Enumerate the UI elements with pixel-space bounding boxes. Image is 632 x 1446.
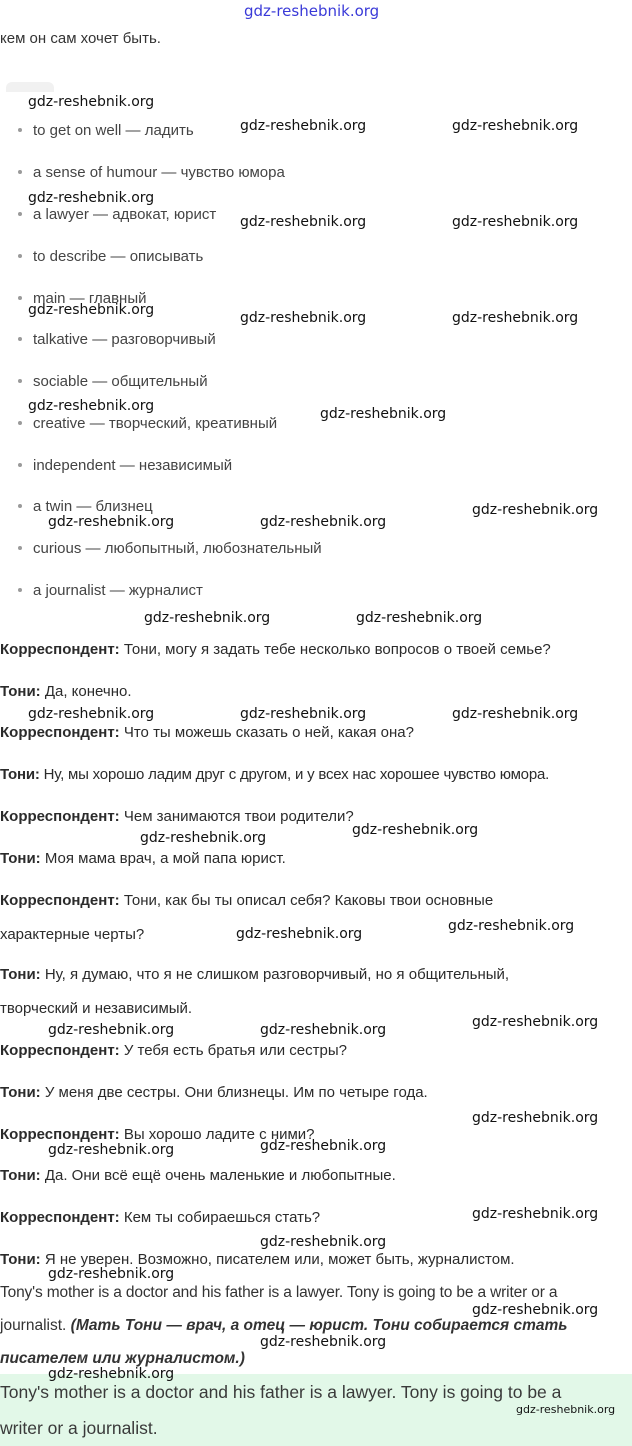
speaker-label: Корреспондент: <box>0 724 120 741</box>
bullet-icon <box>18 212 22 216</box>
speaker-label: Тони: <box>0 850 41 867</box>
vocab-item: main — главный <box>18 290 147 307</box>
speaker-label: Тони: <box>0 966 41 983</box>
watermark: gdz-reshebnik.org <box>28 398 155 414</box>
translation: писателем или журналистом.) <box>0 1350 245 1367</box>
speaker-label: Корреспондент: <box>0 641 120 658</box>
watermark: gdz-reshebnik.org <box>260 1138 387 1154</box>
dialogue-line: Корреспондент: У тебя есть братья или сестры? <box>0 1042 347 1059</box>
watermark: gdz-reshebnik.org <box>356 610 483 626</box>
bullet-icon <box>18 379 22 383</box>
answer-line: writer or a journalist. <box>0 1418 158 1438</box>
watermark: gdz-reshebnik.org <box>452 214 579 230</box>
watermark: gdz-reshebnik.org <box>140 830 267 846</box>
speaker-label: Корреспондент: <box>0 1209 120 1226</box>
bullet-icon <box>18 546 22 550</box>
watermark: gdz-reshebnik.org <box>240 310 367 326</box>
watermark: gdz-reshebnik.org <box>28 190 155 206</box>
vocab-item: a twin — близнец <box>18 498 153 515</box>
dialogue-line: Корреспондент: Вы хорошо ладите с ними? <box>0 1126 315 1143</box>
watermark: gdz-reshebnik.org <box>452 706 579 722</box>
speaker-label: Корреспондент: <box>0 1126 120 1143</box>
dialogue-line: Тони: Моя мама врач, а мой папа юрист. <box>0 850 286 867</box>
watermark: gdz-reshebnik.org <box>240 118 367 134</box>
dialogue-line: Корреспондент: Тони, могу я задать тебе несколько вопросов о твоей семье? <box>0 641 551 658</box>
dialogue-line: Тони: У меня две сестры. Они близнецы. Им по четыре года. <box>0 1084 428 1101</box>
dialogue-line: Корреспондент: Кем ты собираешься стать? <box>0 1209 321 1226</box>
dialogue-line: Корреспондент: Тони, как бы ты описал себя? Каковы твои основные <box>0 892 494 909</box>
dialogue-line: Тони: Ну, мы хорошо ладим друг с другом, и у всех нас хорошее чувство юмора. <box>0 766 550 783</box>
bullet-icon <box>18 588 22 592</box>
watermark: gdz-reshebnik.org <box>48 1366 175 1382</box>
speaker-label: Тони: <box>0 1084 41 1101</box>
watermark: gdz-reshebnik.org <box>260 1334 387 1350</box>
bullet-icon <box>18 421 22 425</box>
speaker-label: Тони: <box>0 766 40 783</box>
speaker-label: Корреспондент: <box>0 1042 120 1059</box>
dialogue-line: Тони: Да. Они всё ещё очень маленькие и любопытные. <box>0 1167 396 1184</box>
watermark: gdz-reshebnik.org <box>240 706 367 722</box>
dialogue-line: Корреспондент: Чем занимаются твои родители? <box>0 808 354 825</box>
watermark: gdz-reshebnik.org <box>48 1266 175 1282</box>
watermark: gdz-reshebnik.org <box>472 502 599 518</box>
vocab-item: sociable — общительный <box>18 373 208 390</box>
watermark: gdz-reshebnik.org <box>144 610 271 626</box>
bullet-icon <box>18 170 22 174</box>
vocab-item: a sense of humour — чувство юмора <box>18 164 285 181</box>
dialogue-line: Корреспондент: Что ты можешь сказать о ней, какая она? <box>0 724 414 741</box>
vocab-item: talkative — разговорчивый <box>18 331 216 348</box>
speaker-label: Тони: <box>0 683 41 700</box>
translation: (Мать Тони — врач, а отец — юрист. Тони собирается стать <box>70 1317 568 1334</box>
summary-line: journalist. (Мать Тони — врач, а отец — юрист. Тони собирается стать <box>0 1317 568 1334</box>
watermark: gdz-reshebnik.org <box>48 1022 175 1038</box>
vocab-item: creative — творческий, креативный <box>18 415 277 432</box>
bullet-icon <box>18 337 22 341</box>
watermark: gdz-reshebnik.org <box>28 94 155 110</box>
bullet-icon <box>18 463 22 467</box>
bullet-icon <box>18 296 22 300</box>
dialogue-line: Тони: Я не уверен. Возможно, писателем или, может быть, журналистом. <box>0 1251 515 1268</box>
watermark: gdz-reshebnik.org <box>452 118 579 134</box>
watermark: gdz-reshebnik.org <box>448 918 575 934</box>
speaker-label: Тони: <box>0 1167 41 1184</box>
watermark: gdz-reshebnik.org <box>28 706 155 722</box>
dialogue-continuation: творческий и независимый. <box>0 1000 193 1017</box>
watermark: gdz-reshebnik.org <box>352 822 479 838</box>
watermark: gdz-reshebnik.org <box>472 1014 599 1030</box>
watermark: gdz-reshebnik.org <box>472 1302 599 1318</box>
watermark: gdz-reshebnik.org <box>28 302 155 318</box>
bullet-icon <box>18 254 22 258</box>
vocab-item: independent — независимый <box>18 457 232 474</box>
vocab-item: to get on well — ладить <box>18 122 194 139</box>
watermark: gdz-reshebnik.org <box>48 1142 175 1158</box>
speaker-label: Корреспондент: <box>0 808 120 825</box>
vocab-item: a journalist — журналист <box>18 582 203 599</box>
answer-line: Tony's mother is a doctor and his father is a lawyer. Tony is going to be a <box>0 1382 562 1402</box>
watermark-top: gdz-reshebnik.org <box>244 2 380 20</box>
vocab-item: a lawyer — адвокат, юрист <box>18 206 216 223</box>
watermark: gdz-reshebnik.org <box>260 1022 387 1038</box>
speaker-label: Тони: <box>0 1251 41 1268</box>
watermark: gdz-reshebnik.org <box>452 310 579 326</box>
watermark: gdz-reshebnik.org <box>236 926 363 942</box>
tab-stub <box>6 82 54 92</box>
dialogue-continuation: характерные черты? <box>0 926 145 943</box>
dialogue-line: Тони: Ну, я думаю, что я не слишком разговорчивый, но я общительный, <box>0 966 510 983</box>
watermark: gdz-reshebnik.org <box>472 1110 599 1126</box>
watermark: gdz-reshebnik.org <box>320 406 447 422</box>
watermark: gdz-reshebnik.org <box>240 214 367 230</box>
watermark: gdz-reshebnik.org <box>472 1206 599 1222</box>
speaker-label: Корреспондент: <box>0 892 120 909</box>
intro-text: кем он сам хочет быть. <box>0 30 161 47</box>
bullet-icon <box>18 504 22 508</box>
dialogue-line: Тони: Да, конечно. <box>0 683 132 700</box>
watermark: gdz-reshebnik.org <box>48 514 175 530</box>
summary-line: Tony's mother is a doctor and his father is a lawyer. Tony is going to be a writer or a <box>0 1284 558 1301</box>
watermark: gdz-reshebnik.org <box>516 1403 616 1416</box>
watermark: gdz-reshebnik.org <box>260 514 387 530</box>
vocab-item: to describe — описывать <box>18 248 203 265</box>
vocab-item: curious — любопытный, любознательный <box>18 540 322 557</box>
watermark: gdz-reshebnik.org <box>260 1234 387 1250</box>
bullet-icon <box>18 128 22 132</box>
